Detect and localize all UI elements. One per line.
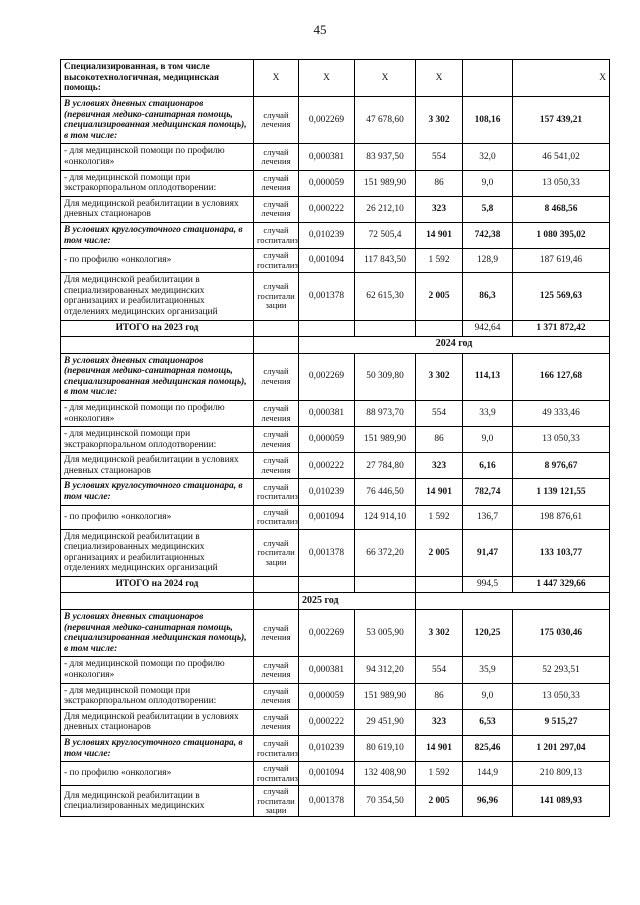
y2024-norm-cell: 0,000222 [299,453,355,479]
y2023-name-cell: В условиях дневных стационаров (первичная медико-санитарная помощь, специализированная медицинская помощь), в том числе: [61,97,254,144]
total-row [61,320,610,336]
year-row [61,336,610,353]
y2024-cost-cell: 27 784,80 [355,453,416,479]
y2024-norm-cell: 0,001378 [299,529,355,576]
y2023-per-capita-cell: 32,0 [463,144,513,170]
y2023-cost-cell: 47 678,60 [355,97,416,144]
y2024-cost-cell: 88 973,70 [355,400,416,426]
y2024-name-cell: Для медицинской реабилитации в условиях дневных стационаров [61,453,254,479]
y2023-cost-cell: 117 843,50 [355,249,416,273]
y2023-per-capita-cell: 128,9 [463,249,513,273]
y2025-norm-cell: 0,000059 [299,683,355,709]
y2025-name-cell: - для медицинской помощи по профилю «онкология» [61,657,254,683]
y2025-name-cell: В условиях круглосуточного стационара, в том числе: [61,736,254,762]
y2024-unit-cell: случай лечения [254,427,299,453]
y2025-count-cell: 554 [416,657,463,683]
y2024-name-cell: - для медицинской помощи при экстракорпоральном оплодотворении: [61,427,254,453]
y2024-name-cell: - по профилю «онкология» [61,505,254,529]
y2023-cost-cell: 151 989,90 [355,170,416,196]
header-count-cell: Х [416,60,463,97]
y2023-name-cell: Для медицинской реабилитации в специализированных медицинских организациях и реабилитационных отделениях медицинских организаций [61,273,254,320]
y2025-total-cell: 52 293,51 [513,657,610,683]
header-name-cell: Специализированная, в том числе высокотехнологичная, медицинская помощь: [61,60,254,97]
y2023-name-cell: В условиях круглосуточного стационара, в том числе: [61,222,254,248]
table-row [61,736,610,762]
y2025-count-cell: 1 592 [416,762,463,786]
table-row [61,709,610,735]
y2024-name-cell: В условиях круглосуточного стационара, в том числе: [61,479,254,505]
y2024-cost-cell: 66 372,20 [355,529,416,576]
y2025-per-capita-cell: 35,9 [463,657,513,683]
y2024-total-label: ИТОГО на 2024 год [61,577,254,593]
y2024-per-capita-cell: 33,9 [463,400,513,426]
y2025-norm-cell: 0,001094 [299,762,355,786]
y2024-norm-cell: 0,010239 [299,479,355,505]
y2025-cost-cell: 151 989,90 [355,683,416,709]
y2025-count-cell: 323 [416,709,463,735]
header-cost-cell: Х [355,60,416,97]
table-row [61,427,610,453]
table-row [61,144,610,170]
y2024-name-cell: Для медицинской реабилитации в специализированных медицинских организациях и реабилитационных отделениях медицинских организаций [61,529,254,576]
y2025-per-capita-cell: 9,0 [463,683,513,709]
y2024-per-capita-cell: 6,16 [463,453,513,479]
y2023-total-label: ИТОГО на 2023 год [61,320,254,336]
y2023-empty-cell [254,320,299,336]
y2023-name-cell: Для медицинской реабилитации в условиях дневных стационаров [61,196,254,222]
y2025-cost-cell: 53 005,90 [355,610,416,657]
y2023-total-cell: 125 569,63 [513,273,610,320]
y2025-per-capita-cell: 144,9 [463,762,513,786]
y2025-norm-cell: 0,000381 [299,657,355,683]
y2025-norm-cell: 0,010239 [299,736,355,762]
header-total-cell: Х [513,60,610,97]
y2023-unit-cell: случай лечения [254,196,299,222]
y2023-norm-cell: 0,010239 [299,222,355,248]
y2023-unit-cell: случай лечения [254,170,299,196]
y2023-name-cell: - для медицинской помощи при экстракорпоральном оплодотворении: [61,170,254,196]
y2023-norm-cell: 0,001378 [299,273,355,320]
y2025-norm-cell: 0,001378 [299,786,355,817]
table-row [61,453,610,479]
year-row [61,593,610,610]
y2024-cost-cell: 76 446,50 [355,479,416,505]
y2024-total-cell: 49 333,46 [513,400,610,426]
year-2025-label-empty-cell [254,593,299,610]
y2024-cost-cell: 151 989,90 [355,427,416,453]
table-row [61,479,610,505]
y2024-name-cell: В условиях дневных стационаров (первичная медико-санитарная помощь, специализированная медицинская помощь), в том числе: [61,353,254,400]
y2025-count-cell: 86 [416,683,463,709]
y2024-empty-cell [355,577,416,593]
y2025-cost-cell: 132 408,90 [355,762,416,786]
y2024-total-cell: 13 050,33 [513,427,610,453]
y2025-unit-cell: случай лечения [254,683,299,709]
y2023-cost-cell: 72 505,4 [355,222,416,248]
table-row [61,97,610,144]
y2023-count-cell: 323 [416,196,463,222]
y2025-per-capita-cell: 6,53 [463,709,513,735]
y2023-norm-cell: 0,001094 [299,249,355,273]
y2025-unit-cell: случай госпитализ [254,736,299,762]
table-row [61,273,610,320]
y2025-per-capita-cell: 825,46 [463,736,513,762]
table-row [61,762,610,786]
table-row [61,400,610,426]
y2024-per-capita-cell: 9,0 [463,427,513,453]
y2023-total-cell: 1 080 395,02 [513,222,610,248]
y2023-count-cell: 554 [416,144,463,170]
y2025-total-cell: 141 089,93 [513,786,610,817]
y2025-count-cell: 3 302 [416,610,463,657]
y2023-norm-cell: 0,000381 [299,144,355,170]
y2023-count-cell: 1 592 [416,249,463,273]
header-norm-cell: Х [299,60,355,97]
y2024-count-cell: 86 [416,427,463,453]
y2024-cost-cell: 50 309,80 [355,353,416,400]
year-2025-label-empty-cell [61,593,254,610]
header-unit-cell: Х [254,60,299,97]
table-row [61,196,610,222]
y2025-per-capita-cell: 96,96 [463,786,513,817]
table-row [61,222,610,248]
y2023-total-cell: 46 541,02 [513,144,610,170]
y2025-unit-cell: случай лечения [254,657,299,683]
y2025-total-cell: 1 201 297,04 [513,736,610,762]
table-row [61,657,610,683]
table-row [61,786,610,817]
y2023-count-cell: 2 005 [416,273,463,320]
year-2025-label: 2025 год [299,593,416,610]
y2025-name-cell: Для медицинской реабилитации в условиях дневных стационаров [61,709,254,735]
year-2024-label: 2024 год [299,336,610,353]
y2025-total-cell: 13 050,33 [513,683,610,709]
y2024-total-cell: 1 139 121,55 [513,479,610,505]
y2024-empty-cell [299,577,355,593]
y2024-per-capita-cell: 136,7 [463,505,513,529]
y2024-per-capita-cell: 91,47 [463,529,513,576]
y2025-total-cell: 210 809,13 [513,762,610,786]
y2024-total-cell: 8 976,67 [513,453,610,479]
y2024-unit-cell: случай госпитализ [254,479,299,505]
y2024-norm-cell: 0,000381 [299,400,355,426]
year-2024-label-empty-cell [254,336,299,353]
y2023-empty-cell [299,320,355,336]
y2023-total-cell: 13 050,33 [513,170,610,196]
y2024-unit-cell: случай лечения [254,453,299,479]
y2025-name-cell: - по профилю «онкология» [61,762,254,786]
y2025-norm-cell: 0,000222 [299,709,355,735]
y2023-total-cell: 187 619,46 [513,249,610,273]
y2023-norm-cell: 0,002269 [299,97,355,144]
y2023-total-per-capita: 942,64 [463,320,513,336]
y2023-empty-cell [416,320,463,336]
y2023-unit-cell: случай лечения [254,97,299,144]
y2023-count-cell: 14 901 [416,222,463,248]
y2023-per-capita-cell: 5,8 [463,196,513,222]
y2024-norm-cell: 0,000059 [299,427,355,453]
y2023-norm-cell: 0,000222 [299,196,355,222]
y2024-total-cell: 198 876,61 [513,505,610,529]
y2024-unit-cell: случай лечения [254,353,299,400]
y2024-empty-cell [416,577,463,593]
y2023-unit-cell: случай лечения [254,144,299,170]
y2023-cost-cell: 62 615,30 [355,273,416,320]
y2023-per-capita-cell: 9,0 [463,170,513,196]
y2023-per-capita-cell: 86,3 [463,273,513,320]
header-per-capita-cell [463,60,513,97]
y2024-total-per-capita: 994,5 [463,577,513,593]
y2025-unit-cell: случай лечения [254,610,299,657]
y2024-count-cell: 1 592 [416,505,463,529]
y2024-unit-cell: случай лечения [254,400,299,426]
table-row [61,529,610,576]
y2025-name-cell: Для медицинской реабилитации в специализированных медицинских [61,786,254,817]
y2024-count-cell: 554 [416,400,463,426]
y2025-total-cell: 9 515,27 [513,709,610,735]
table-row [61,505,610,529]
y2024-per-capita-cell: 114,13 [463,353,513,400]
table-row [61,249,610,273]
y2024-per-capita-cell: 782,74 [463,479,513,505]
y2024-unit-cell: случай госпитализ [254,505,299,529]
y2023-cost-cell: 26 212,10 [355,196,416,222]
y2023-count-cell: 3 302 [416,97,463,144]
y2023-count-cell: 86 [416,170,463,196]
table-row [61,610,610,657]
y2025-count-cell: 14 901 [416,736,463,762]
y2025-cost-cell: 70 354,50 [355,786,416,817]
y2024-total-cell: 133 103,77 [513,529,610,576]
y2025-unit-cell: случай лечения [254,709,299,735]
y2024-count-cell: 14 901 [416,479,463,505]
y2024-unit-cell: случай госпитали зации [254,529,299,576]
y2023-norm-cell: 0,000059 [299,170,355,196]
y2023-unit-cell: случай госпитализ [254,249,299,273]
year-2024-label-empty-cell [61,336,254,353]
y2025-count-cell: 2 005 [416,786,463,817]
y2023-name-cell: - для медицинской помощи по профилю «онкология» [61,144,254,170]
y2023-total-cell: 157 439,21 [513,97,610,144]
y2023-cost-cell: 83 937,50 [355,144,416,170]
y2025-cost-cell: 94 312,20 [355,657,416,683]
y2023-name-cell: - по профилю «онкология» [61,249,254,273]
y2025-name-cell: В условиях дневных стационаров (первичная медико-санитарная помощь, специализированная медицинская помощь), в том числе: [61,610,254,657]
y2023-unit-cell: случай госпитали зации [254,273,299,320]
y2023-total-sum: 1 371 872,42 [513,320,610,336]
table-row [61,353,610,400]
table-body [61,60,610,817]
y2025-name-cell: - для медицинской помощи при экстракорпоральном оплодотворении: [61,683,254,709]
total-row [61,577,610,593]
y2023-per-capita-cell: 742,38 [463,222,513,248]
y2024-total-cell: 166 127,68 [513,353,610,400]
y2023-empty-cell [355,320,416,336]
y2024-norm-cell: 0,002269 [299,353,355,400]
header-row [61,60,610,97]
table-row [61,683,610,709]
y2025-cost-cell: 80 619,10 [355,736,416,762]
y2024-count-cell: 323 [416,453,463,479]
y2024-empty-cell [254,577,299,593]
table-row [61,170,610,196]
y2024-total-sum: 1 447 329,66 [513,577,610,593]
y2025-per-capita-cell: 120,25 [463,610,513,657]
y2023-total-cell: 8 468,56 [513,196,610,222]
y2024-norm-cell: 0,001094 [299,505,355,529]
y2024-name-cell: - для медицинской помощи по профилю «онкология» [61,400,254,426]
year-2025-label-empty-cell [416,593,610,610]
y2025-cost-cell: 29 451,90 [355,709,416,735]
page-number: 45 [313,22,327,37]
y2025-unit-cell: случай госпитализ [254,762,299,786]
y2025-norm-cell: 0,002269 [299,610,355,657]
y2023-per-capita-cell: 108,16 [463,97,513,144]
y2024-count-cell: 3 302 [416,353,463,400]
y2025-unit-cell: случай госпитали зации [254,786,299,817]
y2025-total-cell: 175 030,46 [513,610,610,657]
tariff-table [60,59,610,817]
y2023-unit-cell: случай госпитализ [254,222,299,248]
y2024-count-cell: 2 005 [416,529,463,576]
y2024-cost-cell: 124 914,10 [355,505,416,529]
